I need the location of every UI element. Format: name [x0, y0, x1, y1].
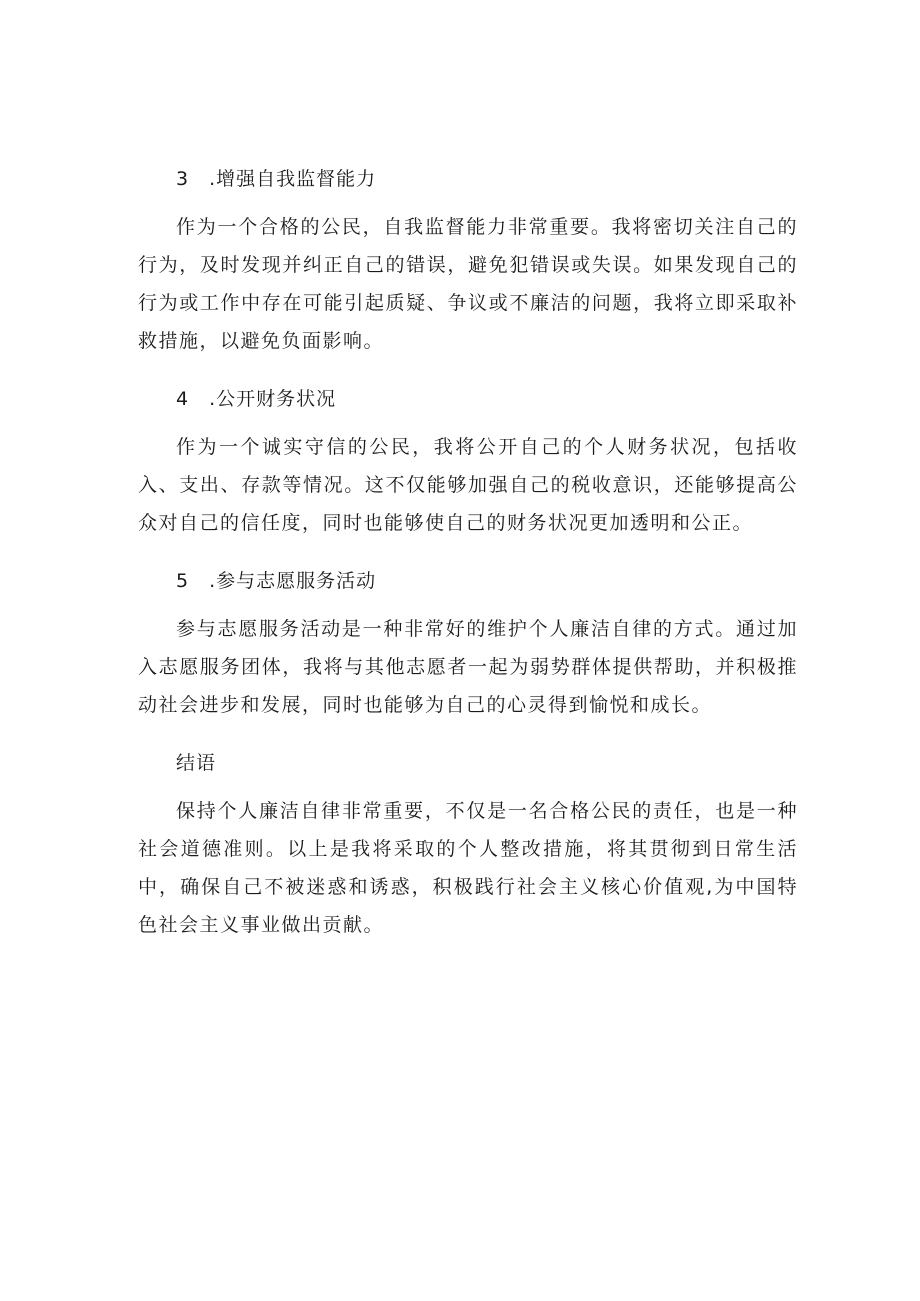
document-body	[138, 160, 798, 944]
section-heading-4: 4 .公开财务状况	[176, 388, 337, 410]
section-paragraph-3: 作为一个合格的公民，自我监督能力非常重要。我将密切关注自己的行为，及时发现并纠正自己的错误，避免犯错误或失误。如果发现自己的行为或工作中存在可能引起质疑、争议或不廉洁的问题，我将立即采取补救措施，以避免负面影响。	[138, 216, 798, 352]
section-heading-5: 5 .参与志愿服务活动	[176, 570, 377, 592]
conclusion-heading: 结语	[176, 752, 217, 774]
conclusion-paragraph: 保持个人廉洁自律非常重要，不仅是一名合格公民的责任，也是一种社会道德准则。以上是我将采取的个人整改措施，将其贯彻到日常生活中，确保自己不被迷惑和诱惑，积极践行社会主义核心价值观,为中国特色社会主义事业做出贡献。	[138, 800, 798, 936]
section-heading-3: 3 .增强自我监督能力	[176, 168, 377, 190]
section-paragraph-4: 作为一个诚实守信的公民，我将公开自己的个人财务状况，包括收入、支出、存款等情况。这不仅能够加强自己的税收意识，还能够提高公众对自己的信任度，同时也能够使自己的财务状况更加透明和公正。	[138, 436, 798, 534]
section-paragraph-5: 参与志愿服务活动是一种非常好的维护个人廉洁自律的方式。通过加入志愿服务团体，我将与其他志愿者一起为弱势群体提供帮助，并积极推动社会进步和发展，同时也能够为自己的心灵得到愉悦和成长。	[138, 618, 798, 716]
